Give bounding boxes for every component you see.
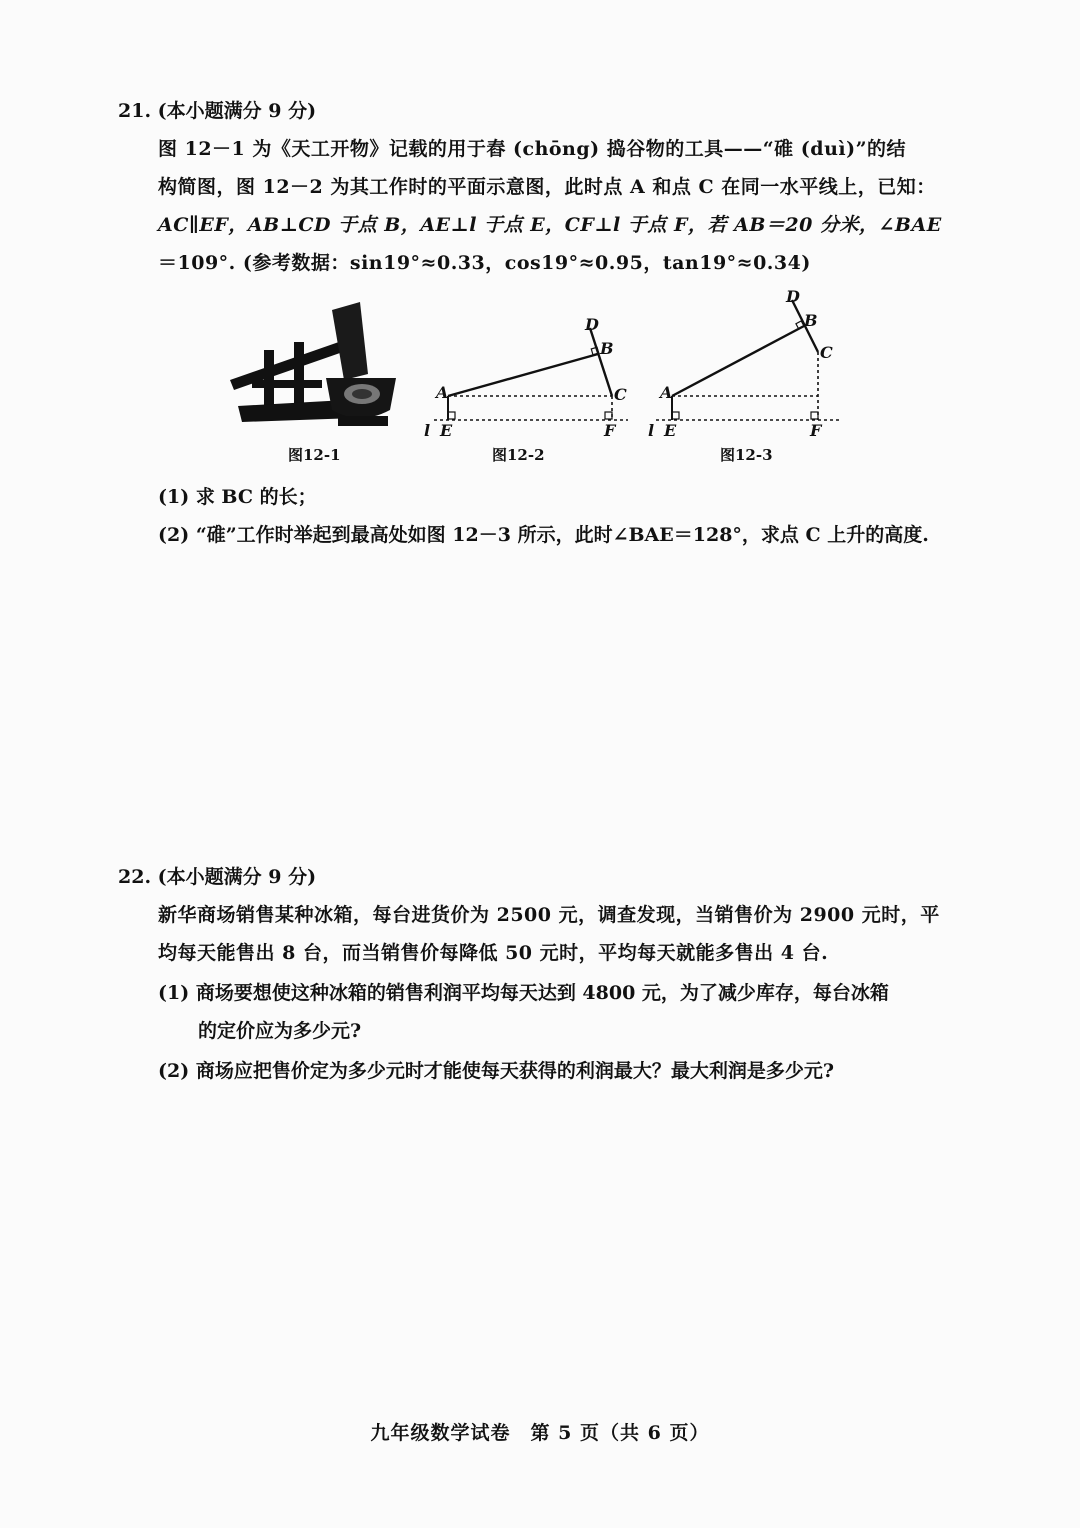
fig3-label-l: l: [648, 421, 655, 440]
fig2-label-A: A: [436, 383, 449, 402]
fig3-label-F: F: [810, 421, 822, 440]
fig3-label-A: A: [660, 383, 673, 402]
fig3-label-B: B: [804, 311, 818, 330]
q22-part-2: (2) 商场应把售价定为多少元时才能使每天获得的利润最大？最大利润是多少元?: [158, 1060, 834, 1082]
q21-text-line-1: 图 12－1 为《天工开物》记载的用于舂 (chōng) 捣谷物的工具——“碓 (duì)”的结: [158, 138, 907, 160]
fig2-label-D: D: [585, 315, 599, 334]
fig2-label-l: l: [424, 421, 431, 440]
figure-12-3-diagram: [646, 286, 846, 440]
figure-12-1-illustration: [228, 298, 403, 433]
fig3-label-C: C: [820, 343, 833, 362]
fig2-label-F: F: [604, 421, 616, 440]
q21-text-line-4: ＝109°. (参考数据：sin19°≈0.33，cos19°≈0.95，tan19°≈0.34): [158, 252, 811, 274]
fig2-label-E: E: [440, 421, 453, 440]
figure-12-1-caption: 图12-1: [288, 446, 341, 464]
q21-part-1: (1) 求 BC 的长；: [158, 486, 317, 508]
page-footer: 九年级数学试卷 第 5 页（共 6 页）: [370, 1422, 710, 1444]
q21-text-line-2: 构简图，图 12－2 为其工作时的平面示意图，此时点 A 和点 C 在同一水平线上，已知：: [158, 176, 936, 198]
fig2-label-C: C: [614, 385, 627, 404]
figure-12-2-caption: 图12-2: [492, 446, 545, 464]
q22-text-line-1: 新华商场销售某种冰箱，每台进货价为 2500 元，调查发现，当销售价为 2900 元时，平: [158, 904, 940, 926]
q22-part-1-line-1: (1) 商场要想使这种冰箱的销售利润平均每天达到 4800 元，为了减少库存，每台冰箱: [158, 982, 889, 1004]
figure-12-2-diagram: [420, 310, 635, 440]
q22-part-1-line-2: 的定价应为多少元?: [198, 1020, 362, 1042]
figure-12-3-caption: 图12-3: [720, 446, 773, 464]
q21-part-2: (2) “碓”工作时举起到最高处如图 12－3 所示，此时∠BAE＝128°，求点 C 上升的高度.: [158, 524, 929, 546]
q21-text-line-3: AC∥EF，AB⊥CD 于点 B，AE⊥l 于点 E，CF⊥l 于点 F，若 AB＝20 分米，∠BAE: [158, 214, 942, 236]
q22-text-line-2: 均每天能售出 8 台，而当销售价每降低 50 元时，平均每天就能多售出 4 台.: [158, 942, 829, 964]
fig3-label-E: E: [664, 421, 677, 440]
q21-header: 21. (本小题满分 9 分): [118, 100, 317, 122]
q22-header: 22. (本小题满分 9 分): [118, 866, 317, 888]
fig2-label-B: B: [600, 339, 614, 358]
fig3-label-D: D: [786, 287, 800, 306]
